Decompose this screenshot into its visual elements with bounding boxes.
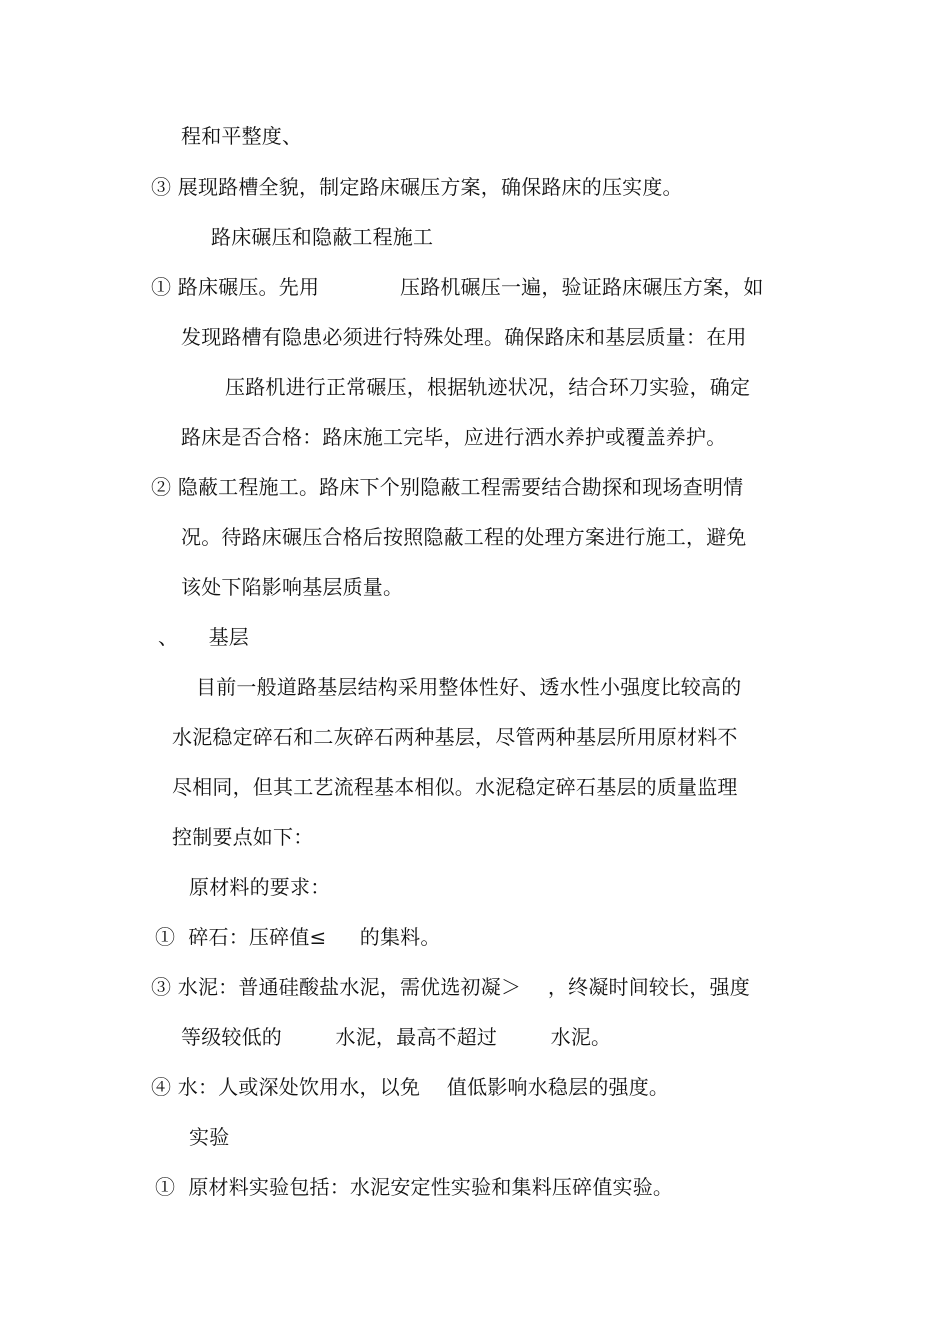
- text-line: 控制要点如下：: [172, 825, 314, 849]
- text-line: ③ 水泥：普通硅酸盐水泥，需优选初凝＞ ，终凝时间较长，强度: [151, 975, 750, 999]
- section-heading: 原材料的要求：: [189, 875, 331, 899]
- section-heading: 路床碾压和隐蔽工程施工: [211, 225, 434, 249]
- section-heading: 实验: [189, 1125, 230, 1149]
- text-line: 压路机进行正常碾压，根据轨迹状况，结合环刀实验，确定: [225, 375, 751, 399]
- text-line: 目前一般道路基层结构采用整体性好、透水性小强度比较高的: [196, 675, 742, 699]
- text-line: 路床是否合格：路床施工完毕，应进行洒水养护或覆盖养护。: [181, 425, 727, 449]
- text-line: 该处下陷影响基层质量。: [181, 575, 404, 599]
- text-line: 程和平整度、: [181, 124, 303, 148]
- text-line: ① 原材料实验包括：水泥安定性实验和集料压碎值实验。: [155, 1175, 674, 1199]
- text-line: 等级较低的 水泥，最高不超过 水泥。: [181, 1025, 612, 1049]
- section-heading: 、 基层: [158, 625, 249, 649]
- text-line: 况。待路床碾压合格后按照隐蔽工程的处理方案进行施工，避免: [181, 525, 747, 549]
- text-line: ① 碎石：压碎值≤ 的集料。: [155, 925, 441, 949]
- text-line: ③ 展现路槽全貌，制定路床碾压方案，确保路床的压实度。: [151, 175, 683, 199]
- text-line: ④ 水：人或深处饮用水，以免 值低影响水稳层的强度。: [151, 1075, 670, 1099]
- text-line: 水泥稳定碎石和二灰碎石两种基层，尽管两种基层所用原材料不: [172, 725, 738, 749]
- text-line: 尽相同，但其工艺流程基本相似。水泥稳定碎石基层的质量监理: [172, 775, 738, 799]
- text-line: ① 路床碾压。先用 压路机碾压一遍，验证路床碾压方案，如: [151, 275, 764, 299]
- text-line: ② 隐蔽工程施工。路床下个别隐蔽工程需要结合勘探和现场查明情: [151, 475, 744, 499]
- text-line: 发现路槽有隐患必须进行特殊处理。确保路床和基层质量：在用: [181, 325, 747, 349]
